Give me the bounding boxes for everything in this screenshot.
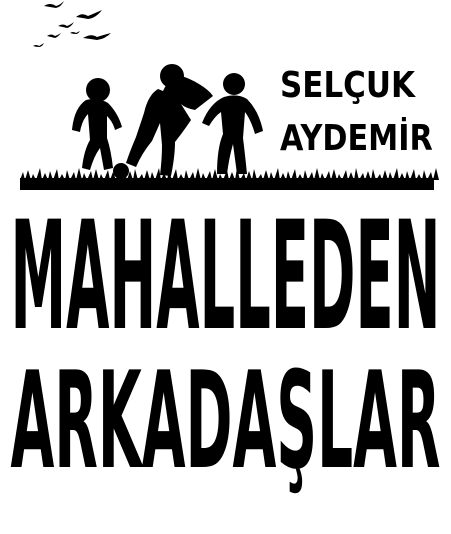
grass-icon <box>20 168 439 190</box>
author-first-name: SELÇUK <box>280 65 416 106</box>
title-word-1: MAHALLEDEN <box>10 190 441 364</box>
title-line-1 <box>0 188 451 364</box>
birds-flying-icon <box>33 1 111 47</box>
author-last-name: AYDEMİR <box>280 118 433 159</box>
title-word-2: ARKADAŞLAR <box>10 343 441 499</box>
title-line-2 <box>0 343 451 499</box>
children-playing-football-icon <box>72 64 263 179</box>
